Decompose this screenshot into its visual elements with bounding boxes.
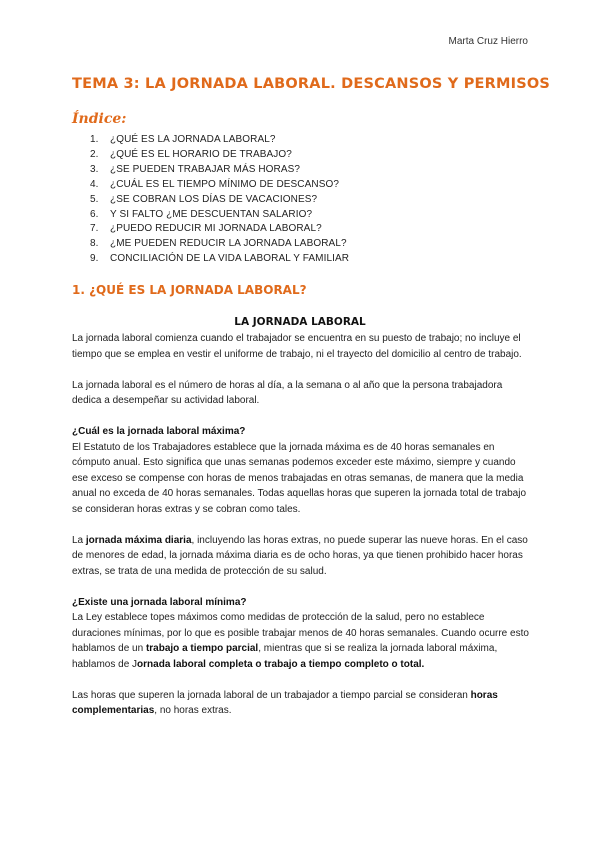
toc-number: 9. — [90, 253, 99, 265]
table-of-contents — [90, 133, 349, 267]
text-run: , incluyendo las horas extras, no puede superar las nueve horas. En el caso de menores de edad, la jornada máxima diaria es de ocho horas, ya que tienen prohibido hacer horas extras, se trata de una medida de protección de su salud. — [72, 534, 528, 577]
paragraph: El Estatuto de los Trabajadores establece que la jornada máxima es de 40 horas semanales en cómputo anual. Esto significa que unas semanas podemos exceder este máximo, siempre y cuando ese exceso se compense con horas de menos trabajadas en otras semanas, de manera que la media anual no exceda de 40 horas semanales. Todas aquellas horas que superen la jornada total de trabajo se consideran horas extras y se cobran como tales. — [72, 441, 527, 515]
toc-number: 7. — [90, 223, 99, 235]
toc-item — [90, 208, 349, 223]
toc-item — [90, 252, 349, 267]
toc-item — [90, 222, 349, 237]
toc-label: ¿PUEDO REDUCIR MI JORNADA LABORAL? — [110, 223, 322, 235]
author-name: Marta Cruz Hierro — [448, 36, 528, 47]
index-heading: Índice: — [72, 111, 127, 127]
bold-term: ornada laboral completa o trabajo a tiempo completo o total. — [137, 658, 425, 670]
paragraph — [72, 533, 532, 580]
toc-label: CONCILIACIÓN DE LA VIDA LABORAL Y FAMILIAR — [110, 253, 350, 265]
toc-label: ¿QUÉ ES LA JORNADA LABORAL? — [110, 134, 276, 145]
toc-number: 3. — [90, 163, 99, 175]
toc-label: ¿QUÉ ES EL HORARIO DE TRABAJO? — [110, 148, 292, 160]
toc-number: 8. — [90, 238, 99, 250]
toc-number: 6. — [90, 208, 99, 220]
toc-label: ¿SE COBRAN LOS DÍAS DE VACACIONES? — [110, 193, 318, 205]
paragraph: La jornada laboral comienza cuando el trabajador se encuentra en su puesto de trabajo; no incluye el tiempo que se emplea en vestir el uniforme de trabajo, ni el trayecto del domicilio al centro de trabajo. — [72, 333, 522, 360]
text-run: , mientras que si se realiza la jornada laboral máxima, hablamos de J — [72, 643, 498, 670]
question-heading: ¿Cuál es la jornada laboral máxima? — [72, 426, 246, 437]
main-title: TEMA 3: LA JORNADA LABORAL. DESCANSOS Y PERMISOS — [72, 76, 551, 92]
toc-item — [90, 163, 349, 178]
toc-label: ¿ME PUEDEN REDUCIR LA JORNADA LABORAL? — [110, 238, 347, 250]
toc-label: ¿SE PUEDEN TRABAJAR MÁS HORAS? — [110, 163, 301, 175]
bold-term: jornada máxima diaria — [85, 534, 192, 546]
question-heading: ¿Existe una jornada laboral mínima? — [72, 596, 247, 608]
text-run: La — [72, 534, 86, 546]
toc-label: Y SI FALTO ¿ME DESCUENTAN SALARIO? — [110, 208, 313, 220]
toc-item — [90, 193, 349, 208]
toc-number: 5. — [90, 193, 99, 205]
toc-item — [90, 133, 349, 148]
paragraph — [72, 610, 532, 672]
paragraph — [72, 688, 532, 719]
bold-term: horas complementarias — [72, 689, 498, 716]
paragraph: La jornada laboral es el número de horas al día, a la semana o al año que la persona trabajadora dedica a desempeñar su actividad laboral. — [72, 379, 503, 406]
toc-label: ¿CUÁL ES EL TIEMPO MÍNIMO DE DESCANSO? — [110, 178, 340, 190]
toc-number: 1. — [90, 134, 99, 145]
subsection-title: LA JORNADA LABORAL — [234, 316, 366, 328]
text-run: Las horas que superen la jornada laboral de un trabajador a tiempo parcial se consideran — [72, 689, 471, 701]
toc-number: 4. — [90, 178, 99, 190]
section-body — [72, 331, 532, 719]
toc-item — [90, 237, 349, 252]
bold-term: trabajo a tiempo parcial — [145, 643, 259, 654]
toc-number: 2. — [90, 148, 99, 160]
text-run: , no horas extras. — [154, 705, 232, 716]
toc-item — [90, 178, 349, 193]
section-title: 1. ¿QUÉ ES LA JORNADA LABORAL? — [72, 283, 307, 297]
text-run: La Ley establece topes máximos como medidas de protección de la salud, pero no establece duraciones mínimas, por lo que es posible trabajar menos de 40 horas semanales. Cuando ocurre esto hablamos de un — [72, 612, 529, 654]
toc-item — [90, 148, 349, 163]
